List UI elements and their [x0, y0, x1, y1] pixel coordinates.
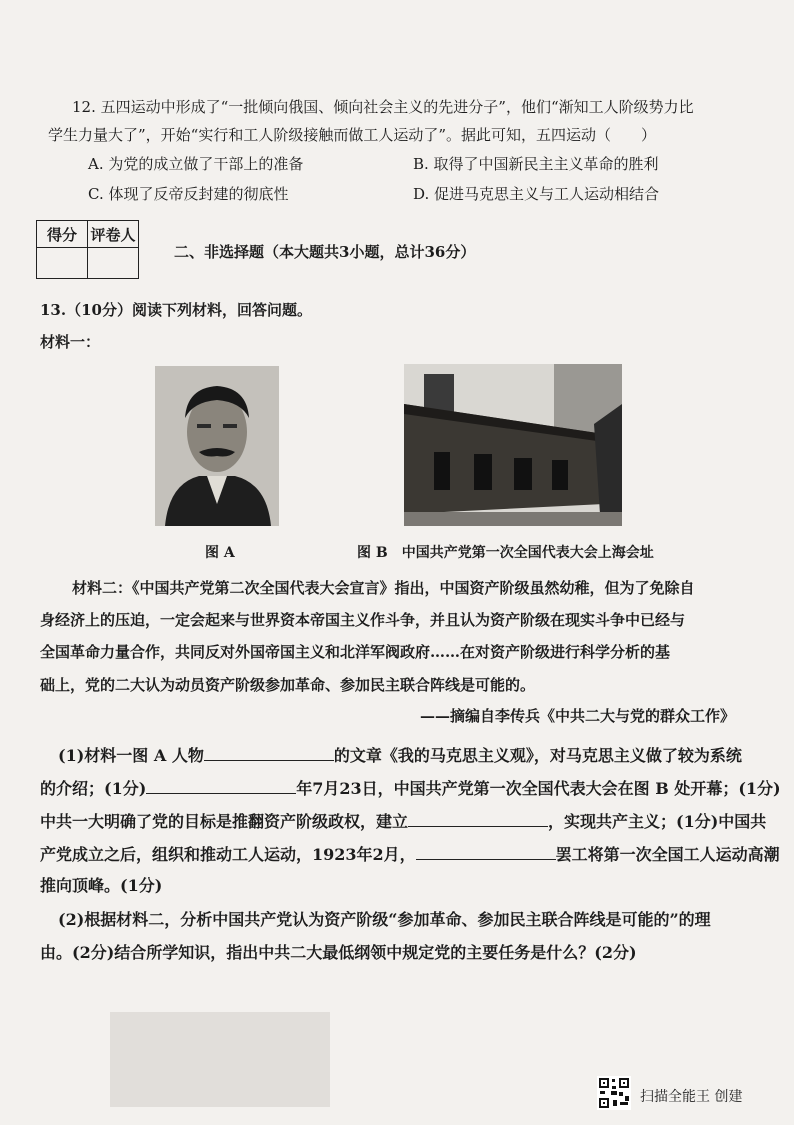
material1-label: 材料一： [40, 333, 101, 351]
q12-option-d: D. 促进马克思主义与工人运动相结合 [413, 185, 660, 203]
q13-1-text-f: ，实现共产主义；(1分)中国共 [548, 812, 767, 831]
blank-person[interactable] [204, 744, 334, 761]
q13-1-text-c: 的介绍；(1分) [40, 779, 147, 798]
q12-option-b: B. 取得了中国新民主主义革命的胜利 [413, 155, 659, 173]
q13-1-text-e: 中共一大明确了党的目标是推翻资产阶级政权，建立 [40, 812, 409, 831]
material2-line4: 础上，党的二大认为动员资产阶级参加革命、参加民主联合阵线是可能的。 [40, 676, 536, 694]
score-cell [37, 248, 88, 279]
q13-1-line3 [40, 810, 766, 832]
q13-1-text-d: 年7月23日，中国共产党第一次全国代表大会在图 B 处开幕；(1分) [296, 779, 781, 798]
grader-cell [88, 248, 139, 279]
q13-1-line2 [40, 777, 781, 799]
blank-strike[interactable] [416, 843, 556, 860]
q13-2-line1: (2)根据材料二，分析中国共产党认为资产阶级“参加革命、参加民主联合阵线是可能的”的理 [58, 910, 711, 929]
q12-stem-line1: 12. 五四运动中形成了“一批倾向俄国、倾向社会主义的先进分子”，他们“渐知工人阶级势力比 [72, 98, 694, 116]
score-header: 得分 [37, 221, 88, 248]
q13-1-text-g: 产党成立之后，组织和推动工人运动，1923年2月， [40, 845, 416, 864]
material2-source: ——摘编自李传兵《中共二大与党的群众工作》 [420, 707, 736, 725]
caption-photo-a: 图 A [205, 545, 235, 561]
qr-code-icon [597, 1076, 631, 1110]
building-photo-b [404, 364, 622, 526]
grader-header: 评卷人 [88, 221, 139, 248]
q12-option-c: C. 体现了反帝反封建的彻底性 [88, 185, 289, 203]
q12-option-a: A. 为党的成立做了干部上的准备 [88, 155, 304, 173]
portrait-illustration [155, 366, 279, 526]
section2-title: 二、非选择题（本大题共3小题，总计36分） [174, 243, 476, 261]
q13-1-line1 [58, 744, 742, 766]
caption-photo-b: 图 B 中国共产党第一次全国代表大会上海会址 [357, 545, 654, 561]
scanner-watermark-text: 扫描全能王 创建 [640, 1089, 743, 1105]
q12-stem-line2: 学生力量大了”，开始“实行和工人阶级接触而做工人运动了”。据此可知，五四运动（ ） [48, 126, 657, 144]
q13-intro: 13.（10分）阅读下列材料，回答问题。 [40, 301, 312, 319]
q13-1-text-h: 罢工将第一次全国工人运动高潮 [555, 845, 780, 864]
q13-1-line5: 推向顶峰。(1分) [40, 876, 163, 895]
material2-line3: 全国革命力量合作，共同反对外国帝国主义和北洋军阀政府……在对资产阶级进行科学分析的基 [40, 643, 671, 661]
material2-line1: 材料二：《中国共产党第二次全国代表大会宣言》指出，中国资产阶级虽然幼稚，但为了免除自 [72, 579, 695, 597]
q13-1-text-a: (1)材料一图 A 人物 [58, 746, 204, 765]
blank-year[interactable] [146, 777, 296, 794]
building-illustration [404, 364, 622, 526]
q13-1-text-b: 的文章《我的马克思主义观》，对马克思主义做了较为系统 [333, 746, 742, 765]
q13-1-line4 [40, 843, 780, 865]
material2-line2: 身经济上的压迫，一定会起来与世界资本帝国主义作斗争，并且认为资产阶级在现实斗争中已经与 [40, 611, 686, 629]
portrait-photo-a [155, 366, 279, 526]
q13-2-line2: 由。(2分)结合所学知识，指出中共二大最低纲领中规定党的主要任务是什么？(2分) [40, 943, 637, 962]
faded-stamp-area [110, 1012, 330, 1107]
score-table [36, 220, 139, 279]
blank-goal[interactable] [408, 810, 548, 827]
